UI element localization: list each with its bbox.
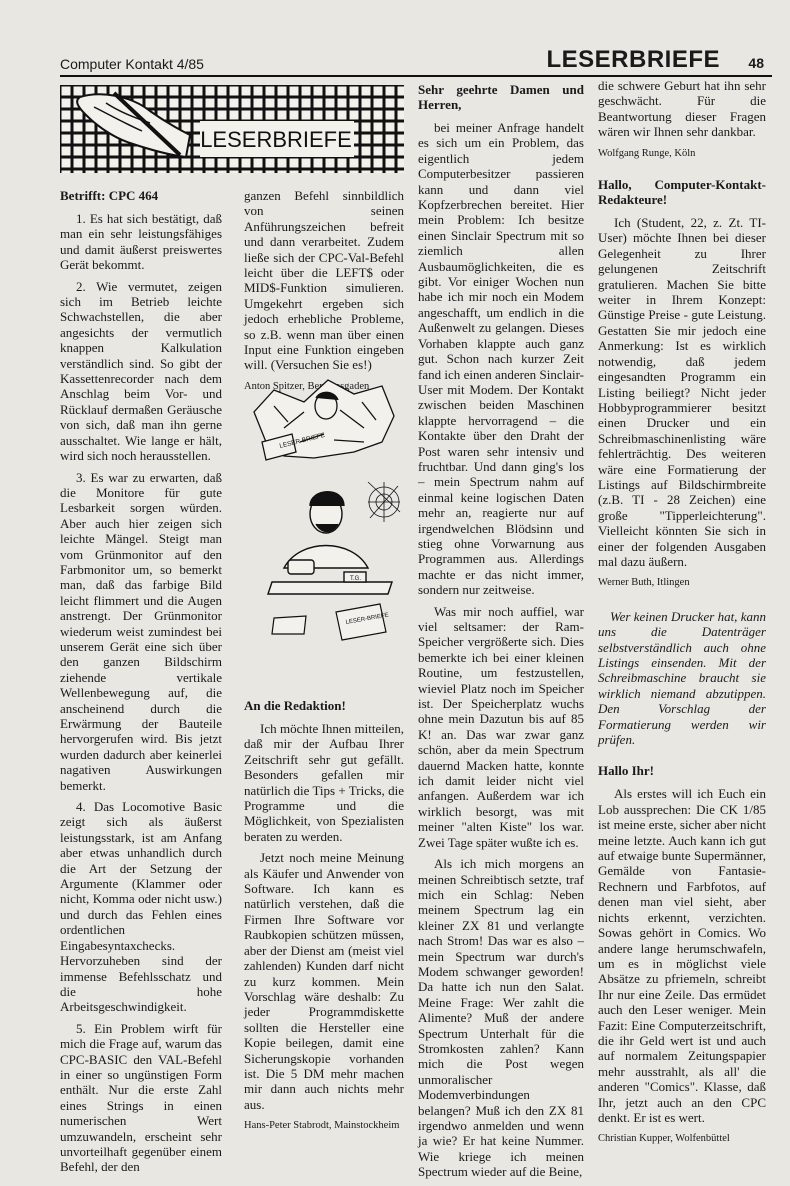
letter-signature: Hans-Peter Stabrodt, Mainstockheim bbox=[244, 1120, 400, 1132]
logo-text: LESERBRIEFE bbox=[200, 127, 352, 152]
column-2-bottom bbox=[244, 698, 404, 1140]
nameplate-label: T.G. bbox=[350, 576, 362, 582]
letter-heading: Sehr geehrte Damen und Herren, bbox=[418, 82, 584, 112]
letter-paragraph: Als ich mich morgens an meinen Schreibtisch setzte, traf mich ein Schlag: Neben meinem Spectrum lag ein kleiner ZX 81 und verlangte nach Strom! Das war es also – mein Spectrum war durch's Modem schwanger geworden! Da hatte ich nun den Salat. Meine Frage: Wer zahlt die Alimente? Muß der andere Spectrum Unterhalt für die Stromkosten zahlen? Kann mich die Post wegen unmoralischer Modemverbindungen belangen? Muß ich den ZX 81 irgendwo anmelden und wenn ja wie? Er hat keine Nummer. Wie kriege ich meinen Spectrum wieder auf die Beine, bbox=[418, 856, 584, 1180]
letter-signature: Werner Buth, Itlingen bbox=[598, 577, 690, 589]
letter-heading: Hallo, Computer-Kontakt-Redakteure! bbox=[598, 177, 766, 208]
letter-paragraph: die schwere Geburt hat ihn sehr geschwächt. Für die Beantwortung dieser Fragen wären wir Ihnen sehr dankbar. bbox=[598, 78, 766, 140]
column-2-top bbox=[244, 188, 404, 400]
letter-heading: Betrifft: CPC 464 bbox=[60, 188, 159, 203]
paper-label: LESER BRIEFE bbox=[278, 431, 326, 450]
header-rule bbox=[60, 75, 772, 77]
letter-heading: Hallo Ihr! bbox=[598, 763, 654, 779]
letter-paragraph: Als erstes will ich Euch ein Lob aussprechen: Die CK 1/85 ist meine erste, sicher aber nicht meine letzte. Auch kann ich gut auf etwaige bunte Supermänner, Gemälde von Fantasie-Rechnern und Farbfotos, auf denen man viel sieht, aber nichts erkennt, verzichten. Sowas gehört in Comics. Wo andere lange herumschwafeln, um es in möglichst viele Absätze zu pfriemeln, schreibt Ihr nur eine Zeile. Das ermüdet auch den Leser weniger. Mein Fazit: Eine Computerzeitschrift, die ihr Geld wert ist und auch auf normalem Zeitungspapier mehr ausstrahlt, als all' die anderen "Comics". Klasse, daß Ihr, jetzt auch an den CPC denkt. Er ist es wert. bbox=[598, 786, 766, 1125]
letter-signature: Christian Kupper, Wolfenbüttel bbox=[598, 1133, 730, 1145]
letter-paragraph: 5. Ein Problem wirft für mich die Frage auf, warum das CPC-BASIC den VAL-Befehl in einer so ungünstigen Form enthält. Nur die erste Zahl eines Strings in einen numerischen Wert umzuwandeln, erscheint sehr unvorteilhaft gegenüber einem Befehl, der den bbox=[60, 1020, 222, 1175]
letter-pile-drawing bbox=[254, 380, 394, 460]
letter-paragraph: 4. Das Locomotive Basic zeigt sich als äußerst leistungsstark, ist am Anfang aber etwas unhandlich durch die Art der Setzung der Argumente (Klammer oder nicht, Komma oder nicht usw.) und durch das Fehlen eines ordentlichen Eingabesyntaxchecks. Hervorzuheben sind der immense Befehlsschatz und die hohe Arbeitsgeschwindigkeit. bbox=[60, 799, 222, 1015]
letter-signature: Anton Spitzer, Berchtesgaden bbox=[244, 380, 370, 392]
spiderweb-drawing bbox=[368, 482, 400, 522]
letter-paragraph: Ich (Student, 22, z. Zt. TI-User) möchte Ihnen bei dieser Gelegenheit zu Ihrer gelungenen Zeitschrift gratulieren. Machen Sie bitte weiter in Ihrem Konzept: Günstige Preise - gute Leistung. Gestatten Sie mir jedoch eine Anmerkung: Ist es wirklich notwendig, daß jedem eingesandten Programm ein Listing beiliegt? Nicht jeder Hobbyprogrammierer besitzt einen Drucker und ein Schreibmaschinenlisting wäre fehlerträchtig. Des weiteren wäre eine Formatierung der Listings auf Bildschirmbreite (z.B. TI - 28 Zeichen) eine große "Tipperleichterung". Vielleicht könnten Sie sich in einer der folgenden Ausgaben mal dazu äußern. bbox=[598, 215, 766, 569]
page-number: 48 bbox=[748, 55, 764, 71]
letter-paragraph: Jetzt noch meine Meinung als Käufer und Anwender von Software. Ich kann es natürlich verstehen, daß die Firmen Ihre Software vor Raubkopien schützen müssen, aber der Dienst am (meist viel zahlenden) Kunden darf nicht zu kurz kommen. Mein Vorschlag wäre deshalb: Zu jeder Programmdiskette sollten die Hersteller eine Kopie beilegen, damit eine Sicherungskopie vorhanden ist. Die 5 DM mehr machen mir dann auch nichts mehr aus. bbox=[244, 850, 404, 1112]
letter-signature: Wolfgang Runge, Köln bbox=[598, 147, 696, 159]
magazine-issue: Computer Kontakt 4/85 bbox=[60, 56, 204, 72]
letter-paragraph: Was mir noch auffiel, war viel seltsamer: der Ram-Speicher vergrößerte sich. Dies bemerkte ich bei einer kleinen Routine, um festzustellen, wieviel Platz noch im Speicher ist. Der Speicherplatz wuchs ohne mein Dazutun bis auf 85 K! an. Das war zwar ganz schön, aber da mein Spectrum dauernd Macken hatte, konnte ich damit leider nicht viel anfangen. Außerdem war ich wirklich besorgt, was mit meiner "alten Kiste" los war. Zwei Tage später wußte ich es. bbox=[418, 603, 584, 850]
column-4 bbox=[598, 78, 766, 1153]
cartoon-illustration bbox=[244, 372, 404, 654]
page-header bbox=[60, 40, 772, 74]
paper-label-2: LESER-BRIEFE bbox=[345, 612, 390, 626]
letter-paragraph: 2. Wie vermutet, zeigen sich im Betrieb leichte Schwachstellen, die aber angesichts der vermutlich knappen Kalkulation verständlich sind. So gibt der Kassettenrecorder nach dem Anschlag beim Vor- und Rücklauf dermaßen Geräusche von sich, daß man ihn gerne ausschaltet. Wie lange er hält, wird sich noch herausstellen. bbox=[60, 278, 222, 464]
letter-paragraph: 1. Es hat sich bestätigt, daß man ein sehr leistungsfähiges und damit äußerst preiswertes Gerät bekommt. bbox=[60, 211, 222, 273]
man-at-desk-drawing bbox=[268, 492, 392, 594]
section-title: LESERBRIEFE bbox=[546, 46, 720, 73]
editor-note-text: Wer keinen Drucker hat, kann uns die Datenträger selbstverständlich auch ohne Listings einsenden. Mit der Schreibmaschine braucht sie wirklich niemand abzutippen. Den Vorschlag der Formatierung werden wir prüfen. bbox=[598, 608, 766, 748]
leserbriefe-logo bbox=[60, 85, 404, 173]
letter-paragraph: 3. Es war zu erwarten, daß die Monitore für gute Lesbarkeit sorgen würden. Aber auch hier zeigen sich leichte Mängel. Steigt man vom Grünmonitor auf den Farbmonitor um, so bemerkt man, daß das farbige Bild leicht flimmert und die Augen anstrengt. Der Grünmonitor wiederum weist zumindest bei unserem Gerät eine sich über den ganzen Bildschirm ziehende vertikale Wellenbewegung auf, die anscheinend durch die Erwärmung der Bauteile hervorgerufen wird. Bis jetzt wurden dadurch aber keinerlei nagativen Auswirkungen bemerkt. bbox=[60, 469, 222, 793]
letters-on-floor-drawing bbox=[272, 604, 386, 640]
column-1 bbox=[60, 188, 222, 1181]
letter-paragraph: ganzen Befehl sinnbildlich von seinen Anführungszeichen befreit und dann verarbeitet. Zudem ließe sich der CPC-Val-Befehl leicht über die LEFT$ oder MID$-Funktion simulieren. Umgekehrt ergeben sich jedoch erhebliche Probleme, so z.B. wenn man über einen Input eine Funktion eingeben will. (Versuchen Sie es!) bbox=[244, 188, 404, 373]
letter-heading: An die Redaktion! bbox=[244, 698, 346, 713]
letter-paragraph: bei meiner Anfrage handelt es sich um ein Problem, das eigentlich jedem Computerbesitzer passieren kann und dann viel Kopfzerbrechen bereitet. Hier mein Problem: Ich besitze einen Sinclair Spectrum mit so ziemlich allen Ausbaumöglichkeiten, die es gibt. Vor einiger Wochen nun habe ich mir noch ein Modem angeschafft, um endlich in die Außenwelt zu gelangen. Dieses Vorhaben klappte auch ganz gut. Schon nach kurzer Zeit fand ich einen anderen Sinclair-User mit Modem. Der Kontakt zwischen beiden Maschinen klappte hervorragend – die Kontakte über den Draht der Post waren sehr intensiv und fruchtbar. Und dann ging's los – mein Spectrum nahm auf einmal keine logischen Daten mehr an, reagierte nur auf irgendwelchen Blödsinn und stieg ohne Vorwarnung aus Programmen aus. Allerdings machte er das nicht immer, sondern nur zeitweise. bbox=[418, 120, 584, 598]
column-3 bbox=[418, 82, 584, 1186]
editor-note bbox=[598, 609, 766, 748]
letter-paragraph: Ich möchte Ihnen mitteilen, daß mir der Aufbau Ihrer Zeitschrift sehr gut gefällt. Besonders gefallen mir natürlich die Tips + Tricks, die Programme und die Möglichkeit, von Spezialisten beraten zu werden. bbox=[244, 721, 404, 844]
